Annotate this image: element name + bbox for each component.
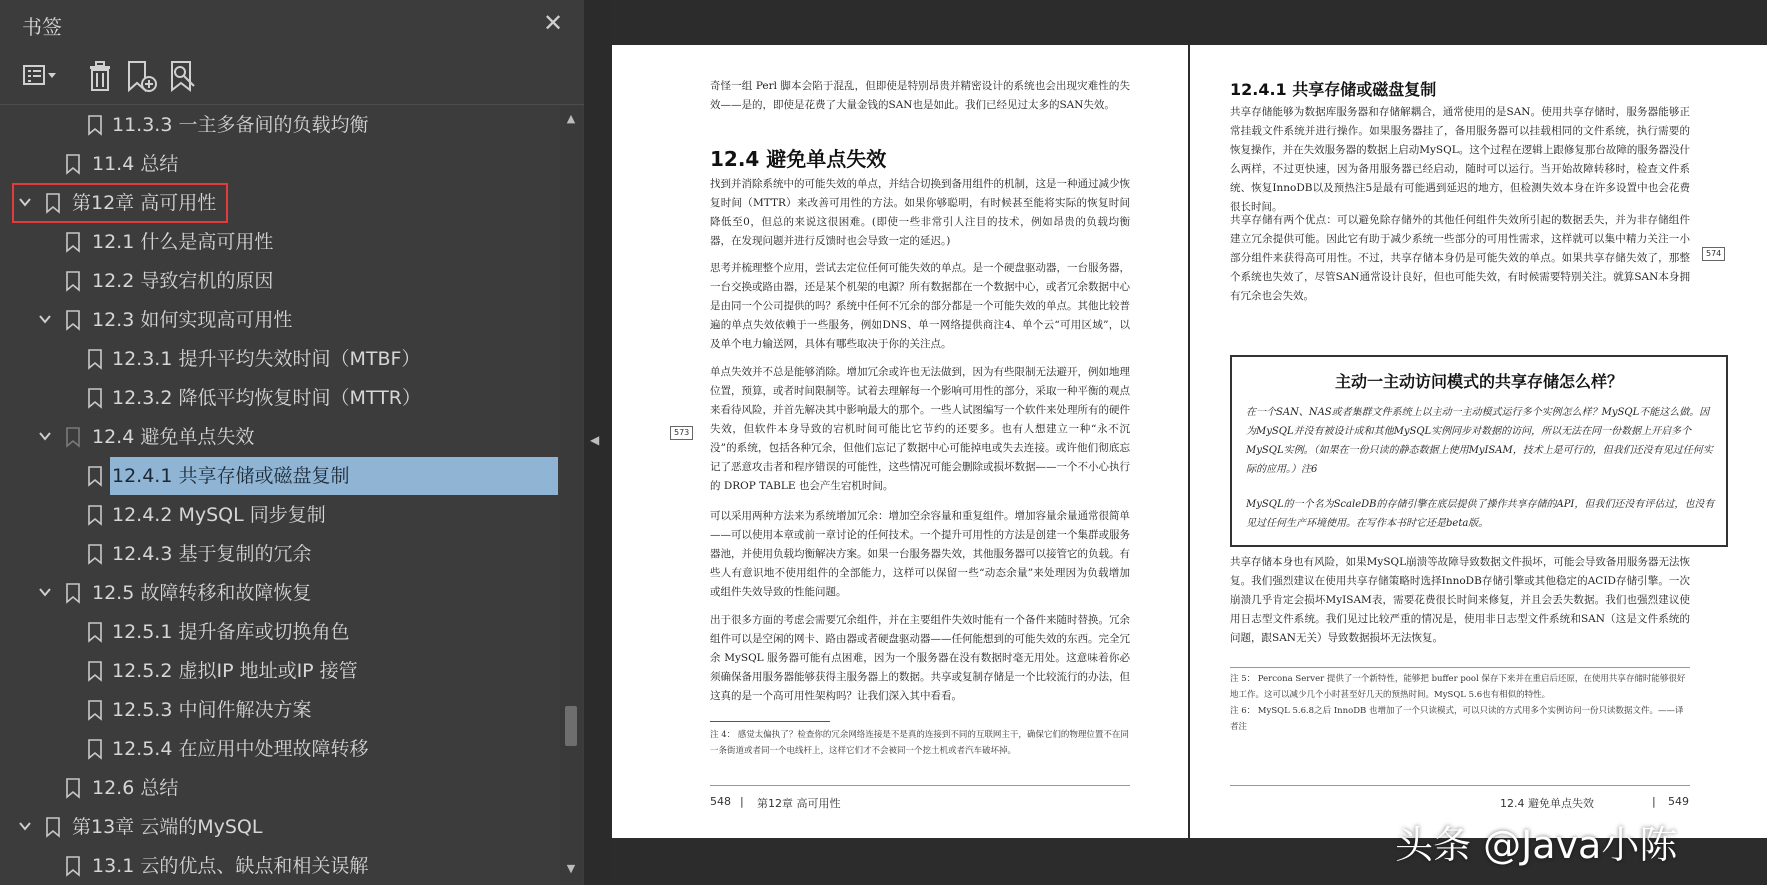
bookmark-icon — [64, 855, 82, 877]
paragraph: 共享存储本身也有风险，如果MySQL崩溃等故障导致数据文件损坏，可能会导致备用服务器无法恢复。我们强烈建议在使用共享存储策略时选择InnoDB存储引擎或其他稳定的ACID存储引擎。一次崩溃几乎肯定会损坏MyISAM表，需要花费很长时间来修复，并且会丢失数据。我们也强烈建议使用日志型文件系统。我们见过比较严重的情况是，使用非日志型文件系统和SAN（这是文件系统的问题，跟SAN无关）导致数据损坏无法恢复。 — [1230, 556, 1690, 644]
bookmark-item[interactable] — [0, 574, 558, 612]
bookmark-item[interactable] — [0, 262, 558, 300]
paragraph: 单点失效并不总是能够消除。增加冗余或许也无法做到，因为有些限制无法避开，例如地理位置，预算，或者时间限制等。试着去理解每一个影响可用性的部分，采取一种平衡的观点来看待风险，并首先解决其中影响最大的那个。一些人试图编写一个软件来处理所有的硬件失效，但软件本身导致的宕机时间可能比它节约的还要多。也有人想建立一种“永不沉没”的系统，包括各种冗余，但他们忘记了数据中心可能掉电或失去连接。或许他们彻底忘记了恶意攻击者和程序错误的可能性，这些情况可能会删除或损坏数据——一个不小心执行的 DROP TABLE 也会产生宕机时间。 — [710, 366, 1130, 492]
section-heading: 12.4.1 共享存储或磁盘复制 — [1230, 80, 1437, 99]
footer-rule — [710, 785, 1130, 786]
bookmark-item[interactable] — [0, 847, 558, 885]
bookmark-scrollbar[interactable] — [560, 106, 582, 885]
margin-page-ref: 573 — [670, 426, 693, 440]
toolbar-divider — [0, 104, 584, 105]
bookmark-label: 11.4 总结 — [92, 153, 179, 175]
bookmark-toolbar — [0, 52, 584, 102]
pdf-page-549 — [1190, 45, 1767, 838]
bookmark-item-selected[interactable] — [0, 457, 558, 495]
bookmark-item[interactable] — [0, 301, 558, 339]
footnote-rule — [710, 721, 830, 722]
page-number: 549 — [1668, 795, 1689, 808]
paragraph: 共享存储有两个优点：可以避免除存储外的其他任何组件失效所引起的数据丢失，并为非存储组件建立冗余提供可能。因此它有助于减少系统一些部分的可用性需求，这样就可以集中精力关注一小部分组件来获得高可用性。不过，共享存储本身仍是可能失效的单点。如果共享存储失效了，那整个系统也失效了，尽管SAN通常设计良好，但也可能失效，有时候需要特别关注。就算SAN本身拥有冗余也会失效。 — [1230, 214, 1690, 302]
bookmark-label: 12.4.2 MySQL 同步复制 — [112, 504, 326, 526]
page-number: 548 — [710, 795, 731, 808]
bookmark-label: 12.4 避免单点失效 — [92, 426, 255, 448]
bookmark-panel — [0, 0, 584, 885]
sidebar-box-text: MySQL的一个名为ScaleDB的存储引擎在底层提供了操作共享存储的API，但我们还没有评估过，也没有见过任何生产环境使用。在写作本书时它还是beta版。 — [1246, 499, 1715, 529]
paragraph: 共享存储能够为数据库服务器和存储解耦合，通常使用的是SAN。使用共享存储时，服务器能够正常挂载文件系统并进行操作。如果服务器挂了，备用服务器可以挂载相同的文件系统，执行需要的恢复操作，并在失效服务器的数据上启动MySQL。这个过程在逻辑上跟修复那台故障的服务器没什么两样，不过更快速，因为备用服务器已经启动，随时可以运行。当开始故障转移时，检查文件系统、恢复InnoDB以及预热注5是最有可能遇到延迟的地方，但检测失效本身在许多设置中也会花费很长时间。 — [1230, 106, 1690, 213]
bookmark-icon — [86, 699, 104, 721]
paragraph: 找到并消除系统中的可能失效的单点，并结合切换到备用组件的机制，这是一种通过减少恢复时间（MTTR）来改善可用性的方法。如果你够聪明，有时候甚至能将实际的恢复时间降低至0，但总的来说这很困难。(即使一些非常引人注目的技术，例如昂贵的负载均衡器，在发现问题并进行反馈时也会导致一定的延迟。) — [710, 178, 1130, 247]
bookmark-icon — [64, 270, 82, 292]
bookmark-label: 12.5 故障转移和故障恢复 — [92, 582, 312, 604]
bookmark-item[interactable] — [0, 379, 558, 417]
collapse-panel-icon[interactable]: ◀ — [590, 433, 600, 447]
bookmark-icon — [86, 543, 104, 565]
margin-page-ref: 574 — [1702, 247, 1725, 261]
footnote: 注 6： MySQL 5.6.8之后 InnoDB 也增加了一个只读模式，可以只读的方式用多个实例访问一份只读数据文件。——译者注 — [1230, 706, 1684, 732]
bookmark-tree — [0, 106, 558, 885]
chevron-down-icon[interactable] — [36, 583, 54, 601]
page-intro-text: 奇怪一组 Perl 脚本会陷于混乱，但即使是特别昂贵并精密设计的系统也会出现灾难性的失效——是的，即使是花费了大量金钱的SAN也是如此。我们已经见过太多的SAN失效。 — [710, 80, 1130, 111]
bookmark-label: 12.4.3 基于复制的冗余 — [112, 543, 312, 565]
bookmark-label: 12.5.4 在应用中处理故障转移 — [112, 738, 369, 760]
footnote: 注 5： Percona Server 提供了一个新特性，能够把 buffer pool 保存下来并在重启后还原，在使用共享存储时能够很好地工作。这可以减少几个小时甚至好几天的预热时间。MySQL 5.6也有相似的特性。 — [1230, 674, 1686, 700]
bookmark-label: 12.3.2 降低平均恢复时间（MTTR） — [112, 387, 421, 409]
pdf-page-548 — [612, 45, 1188, 838]
paragraph: 思考并梳理整个应用，尝试去定位任何可能失效的单点。是一个硬盘驱动器，一台服务器，一台交换或路由器，还是某个机架的电源？所有数据都在一个数据中心，或者冗余数据中心是由同一个公司提供的吗？系统中任何不冗余的部分都是一个可能失效的单点。其他比较普遍的单点失效依赖于一些服务，例如DNS、单一网络提供商注4、单个云“可用区域”，以及单个电力输送网，具体有哪些取决于你的关注点。 — [710, 262, 1130, 350]
footnote: 注 4： 感觉太偏执了？检查你的冗余网络连接是不是真的连接到不同的互联网主干，确保它们的物理位置不在同一条街道或者同一个电线杆上，这样它们才不会被同一个挖土机或者汽车破坏掉。 — [710, 730, 1129, 756]
bookmark-icon — [86, 504, 104, 526]
footer-rule — [1230, 785, 1690, 786]
bookmark-icon — [86, 348, 104, 370]
bookmark-label: 12.5.2 虚拟IP 地址或IP 接管 — [112, 660, 358, 682]
bookmark-search-icon[interactable] — [164, 56, 204, 96]
chevron-down-icon[interactable] — [36, 310, 54, 328]
bookmark-label: 12.4.1 共享存储或磁盘复制 — [112, 465, 350, 487]
trash-icon[interactable] — [80, 56, 120, 96]
bookmark-item[interactable] — [0, 652, 558, 690]
sidebar-box-text: 在一个SAN、NAS或者集群文件系统上以主动一主动模式运行多个实例怎么样？MySQL不能这么做。因为MySQL并没有被设计成和其他MySQL实例同步对数据的访问，所以无法在同一份数据上开启多个MySQL实例。（如果在一份只读的静态数据上使用MyISAM，技术上是可行的，但我们还没有见过任何实际的应用。）注6 — [1246, 407, 1713, 475]
bookmark-panel-title: 书签 — [22, 15, 62, 39]
bookmark-label: 12.3.1 提升平均失效时间（MTBF） — [112, 348, 421, 370]
bookmark-icon — [64, 777, 82, 799]
bookmark-icon — [86, 738, 104, 760]
bookmark-icon — [44, 816, 62, 838]
bookmark-item[interactable] — [0, 145, 558, 183]
footer-separator: | — [740, 795, 744, 808]
bookmark-item[interactable] — [0, 418, 558, 456]
bookmark-item[interactable] — [0, 808, 558, 846]
bookmark-item[interactable] — [0, 613, 558, 651]
section-heading: 12.4 避免单点失效 — [710, 147, 887, 171]
bookmark-label: 12.2 导致宕机的原因 — [92, 270, 274, 292]
bookmark-label: 第12章 高可用性 — [72, 192, 217, 214]
bookmark-item[interactable] — [0, 769, 558, 807]
bookmark-icon — [86, 114, 104, 136]
bookmark-label: 12.5.3 中间件解决方案 — [112, 699, 312, 721]
bookmark-label: 12.6 总结 — [92, 777, 179, 799]
close-icon[interactable]: ✕ — [542, 9, 564, 37]
bookmark-icon — [64, 153, 82, 175]
footer-separator: | — [1652, 795, 1656, 808]
bookmark-add-icon[interactable] — [120, 56, 160, 96]
bookmark-icon — [86, 621, 104, 643]
sidebar-box-title: 主动一主动访问模式的共享存储怎么样？ — [1334, 372, 1623, 391]
scrollbar-thumb[interactable] — [565, 706, 577, 746]
bookmark-icon — [86, 387, 104, 409]
footnote-rule — [1230, 667, 1690, 668]
highlight-box — [12, 183, 228, 223]
bookmark-label: 13.1 云的优点、缺点和相关误解 — [92, 855, 369, 877]
bookmark-item[interactable] — [0, 340, 558, 378]
bookmark-label: 12.1 什么是高可用性 — [92, 231, 274, 253]
bookmark-item[interactable] — [0, 691, 558, 729]
bookmark-icon — [64, 231, 82, 253]
bookmark-icon — [64, 426, 82, 448]
scroll-down-icon[interactable]: ▼ — [566, 862, 576, 875]
bookmark-icon — [64, 582, 82, 604]
sidebar-box — [1230, 355, 1728, 547]
bookmark-item[interactable] — [0, 223, 558, 261]
paragraph: 可以采用两种方法来为系统增加冗余：增加空余容量和重复组件。增加容量余量通常很简单——可以使用本章或前一章讨论的任何技术。一个提升可用性的方法是创建一个集群或服务器池，并使用负载均衡解决方案。如果一台服务器失效，其他服务器可以接管它的负载。有些人有意识地不使用组件的全部能力，这样可以保留一些“动态余量”来处理因为负载增加或组件失效导致的性能问题。 — [710, 510, 1130, 598]
chevron-down-icon[interactable] — [16, 817, 34, 835]
bookmark-item[interactable] — [0, 730, 558, 768]
bookmark-icon — [64, 309, 82, 331]
bookmark-label: 11.3.3 一主多备间的负载均衡 — [112, 114, 369, 136]
bookmark-label: 第13章 云端的MySQL — [72, 816, 263, 838]
watermark: 头条 @Java小陈 — [1395, 823, 1678, 867]
footer-chapter: 第12章 高可用性 — [757, 797, 841, 810]
bookmark-item[interactable] — [0, 106, 558, 144]
bookmark-label: 12.5.1 提升备库或切换角色 — [112, 621, 350, 643]
bookmark-label: 12.3 如何实现高可用性 — [92, 309, 293, 331]
scroll-up-icon[interactable]: ▲ — [566, 112, 576, 125]
bookmark-item[interactable] — [0, 535, 558, 573]
bookmark-icon — [86, 660, 104, 682]
paragraph: 出于很多方面的考虑会需要冗余组件，并在主要组件失效时能有一个备件来随时替换。冗余组件可以是空闲的网卡、路由器或者硬盘驱动器——任何能想到的可能失效的东西。完全冗余 MySQL 服务器可能有点困难，因为一个服务器在没有数据时毫无用处。这意味着你必须确保备用服务器能够获得主服务器上的数据。共享或复制存储是一个比较流行的办法，但这真的是一个高可用性架构吗？让我们深入其中看看。 — [710, 614, 1130, 702]
footer-section: 12.4 避免单点失效 — [1500, 797, 1594, 810]
bookmark-item[interactable] — [0, 496, 558, 534]
list-options-icon[interactable] — [20, 56, 64, 96]
chevron-down-icon[interactable] — [36, 427, 54, 445]
bookmark-icon — [86, 465, 104, 487]
bookmark-panel-header — [0, 0, 584, 48]
